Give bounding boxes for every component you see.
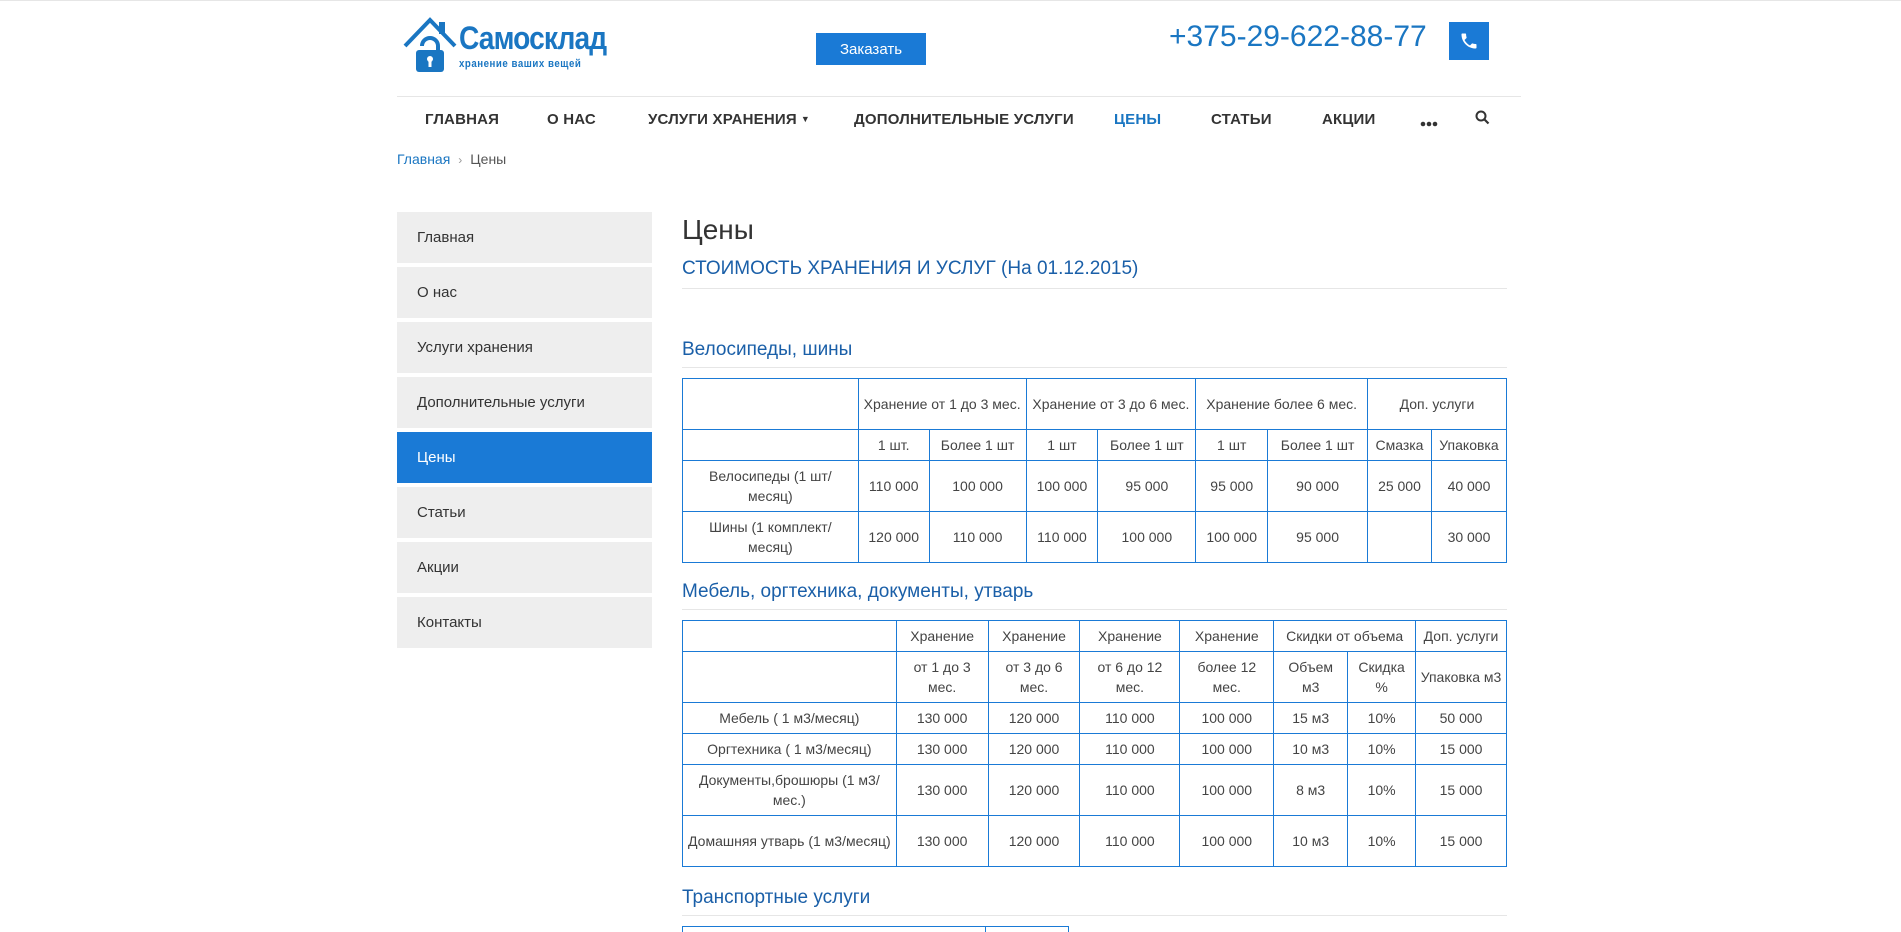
table-cell <box>683 652 897 703</box>
chevron-right-icon: › <box>458 153 463 167</box>
price-table-bikes <box>682 378 1507 563</box>
table-cell: 120 000 <box>988 734 1080 765</box>
house-lock-icon <box>401 16 459 76</box>
table-header-cell: 1 шт. <box>858 430 929 461</box>
nav-item-label: УСЛУГИ ХРАНЕНИЯ <box>648 111 797 128</box>
table-cell: Домашняя утварь (1 м3/месяц) <box>683 816 897 867</box>
site-header <box>397 0 1521 97</box>
breadcrumb <box>397 151 506 167</box>
table-cell: 100 000 <box>1026 461 1098 512</box>
price-table-furniture <box>682 620 1507 867</box>
table-cell: Документы,брошюры (1 м3/мес.) <box>683 765 897 816</box>
table-cell: 95 000 <box>1268 512 1368 563</box>
table-header-cell: Упаковка <box>1431 430 1506 461</box>
table-header-cell: Доп. услуги <box>1368 379 1507 430</box>
table-header-cell: более 12 мес. <box>1180 652 1274 703</box>
nav-item-storage-services[interactable] <box>648 111 810 128</box>
table-header-cell: Смазка <box>1368 430 1432 461</box>
order-button[interactable]: Заказать <box>816 33 926 65</box>
table-cell: 100 000 <box>1180 703 1274 734</box>
table-cell: 15 м3 <box>1274 703 1348 734</box>
table-header-cell: Доп. услуги <box>1416 621 1507 652</box>
table-header-cell: Хранение от 1 до 3 мес. <box>858 379 1026 430</box>
table-row <box>683 703 1507 734</box>
table-cell: 110 000 <box>858 461 929 512</box>
table-cell: 110 000 <box>929 512 1026 563</box>
table-cell: 120 000 <box>858 512 929 563</box>
table-header-cell: Хранение <box>1180 621 1274 652</box>
table-cell: 15 000 <box>1416 734 1507 765</box>
table-cell: 110 000 <box>1080 703 1180 734</box>
table-cell: Шины (1 комплект/месяц) <box>683 512 859 563</box>
table-header-cell: Более 1 шт <box>1098 430 1196 461</box>
table-cell: 100 000 <box>1180 734 1274 765</box>
table-cell: 30 000 <box>1431 512 1506 563</box>
table-cell <box>1368 512 1432 563</box>
table-header-cell: от 1 до 3 мес. <box>896 652 988 703</box>
sidebar-item-contacts[interactable]: Контакты <box>397 597 652 648</box>
table-cell: 15 000 <box>1416 765 1507 816</box>
table-header-cell: Хранение более 6 мес. <box>1196 379 1368 430</box>
table-cell: 110 000 <box>1026 512 1098 563</box>
table-cell: 95 000 <box>1098 461 1196 512</box>
table-cell: 95 000 <box>1196 461 1268 512</box>
sidebar-item-storage-services[interactable]: Услуги хранения <box>397 322 652 373</box>
table-cell: 10% <box>1348 734 1416 765</box>
table-row <box>683 765 1507 816</box>
table-cell: 10% <box>1348 703 1416 734</box>
sidebar-item-articles[interactable]: Статьи <box>397 487 652 538</box>
main-content <box>682 212 1507 932</box>
sidebar-item-extra-services[interactable]: Дополнительные услуги <box>397 377 652 428</box>
price-table-transport <box>682 926 1069 932</box>
nav-item-articles[interactable]: СТАТЬИ <box>1211 111 1272 128</box>
table-cell: Оргтехника ( 1 м3/месяц) <box>683 734 897 765</box>
section-title-bikes: Велосипеды, шины <box>682 339 1507 368</box>
table-cell: 130 000 <box>896 734 988 765</box>
table-cell: 130 000 <box>896 703 988 734</box>
table-header-cell: 1 шт <box>1196 430 1268 461</box>
table-cell: 130 000 <box>896 816 988 867</box>
phone-number[interactable]: +375-29-622-88-77 <box>1169 20 1427 53</box>
section-title-furniture: Мебель, оргтехника, документы, утварь <box>682 581 1507 610</box>
logo[interactable] <box>401 16 607 76</box>
sidebar-item-prices[interactable]: Цены <box>397 432 652 483</box>
table-cell <box>683 430 859 461</box>
table-row <box>683 816 1507 867</box>
table-cell: 120 000 <box>988 765 1080 816</box>
table-cell: 10% <box>1348 816 1416 867</box>
table-cell: 90 000 <box>1268 461 1368 512</box>
breadcrumb-home[interactable]: Главная <box>397 151 451 167</box>
nav-item-about[interactable]: О НАС <box>547 111 596 128</box>
nav-item-home[interactable]: ГЛАВНАЯ <box>425 111 500 128</box>
table-cell: Мебель ( 1 м3/месяц) <box>683 703 897 734</box>
table-cell: 50 000 <box>1416 703 1507 734</box>
table-cell: 10 м3 <box>1274 734 1348 765</box>
search-icon[interactable] <box>1475 110 1490 130</box>
nav-item-promotions[interactable]: АКЦИИ <box>1322 111 1376 128</box>
table-header-cell: Хранение <box>896 621 988 652</box>
table-cell: 110 000 <box>1080 816 1180 867</box>
page-title: Цены <box>682 214 754 245</box>
table-cell: Велосипеды (1 шт/месяц) <box>683 461 859 512</box>
phone-button[interactable] <box>1449 22 1489 60</box>
table-cell <box>683 379 859 430</box>
table-cell: 100 000 <box>1180 765 1274 816</box>
table-cell <box>683 621 897 652</box>
table-header-cell: 1 шт <box>1026 430 1098 461</box>
table-cell: 10 м3 <box>1274 816 1348 867</box>
table-header-cell: Более 1 шт <box>929 430 1026 461</box>
table-header-cell: Более 1 шт <box>1268 430 1368 461</box>
prices-subtitle: СТОИМОСТЬ ХРАНЕНИЯ И УСЛУГ (На 01.12.2015) <box>682 258 1507 289</box>
table-cell: 25 000 <box>1368 461 1432 512</box>
table-header-cell: от 3 до 6 мес. <box>988 652 1080 703</box>
table-cell: 100 000 <box>1180 816 1274 867</box>
table-cell: 120 000 <box>988 816 1080 867</box>
table-cell: 100 000 <box>1098 512 1196 563</box>
table-row <box>683 734 1507 765</box>
table-header-cell: от 6 до 12 мес. <box>1080 652 1180 703</box>
table-cell: 110 000 <box>1080 734 1180 765</box>
table-row <box>683 512 1507 563</box>
table-cell: 100 000 <box>1196 512 1268 563</box>
table-header-cell: Объем м3 <box>1274 652 1348 703</box>
logo-title: Самосклад <box>459 20 607 56</box>
table-header-cell: Хранение <box>1080 621 1180 652</box>
logo-subtitle: хранение ваших вещей <box>459 58 582 70</box>
table-header-cell: Скидка % <box>1348 652 1416 703</box>
table-cell: 8 м3 <box>1274 765 1348 816</box>
chevron-down-icon: ▼ <box>800 114 810 124</box>
table-cell: 40 000 <box>1431 461 1506 512</box>
table-header-cell: Хранение от 3 до 6 мес. <box>1026 379 1196 430</box>
ellipsis-icon[interactable] <box>1420 114 1438 132</box>
table-header-cell: Скидки от объема <box>1274 621 1416 652</box>
sidebar-item-promotions[interactable]: Акции <box>397 542 652 593</box>
nav-item-extra-services[interactable]: ДОПОЛНИТЕЛЬНЫЕ УСЛУГИ <box>854 111 1074 128</box>
table-cell: 120 000 <box>988 703 1080 734</box>
table-row <box>683 461 1507 512</box>
table-cell: 100 000 <box>929 461 1026 512</box>
sidebar-item-about[interactable]: О нас <box>397 267 652 318</box>
breadcrumb-current: Цены <box>470 151 507 167</box>
table-cell: 15 000 <box>1416 816 1507 867</box>
table-cell: 110 000 <box>1080 765 1180 816</box>
section-title-transport: Транспортные услуги <box>682 887 1507 916</box>
nav-item-prices[interactable]: ЦЕНЫ <box>1114 111 1162 128</box>
table-header-cell: Упаковка м3 <box>1416 652 1507 703</box>
phone-icon <box>1459 31 1479 51</box>
sidebar-item-home[interactable]: Главная <box>397 212 652 263</box>
sidebar-menu <box>397 212 652 652</box>
table-header-cell: Хранение <box>988 621 1080 652</box>
table-cell: 10% <box>1348 765 1416 816</box>
main-nav <box>397 98 1521 140</box>
table-cell: 130 000 <box>896 765 988 816</box>
